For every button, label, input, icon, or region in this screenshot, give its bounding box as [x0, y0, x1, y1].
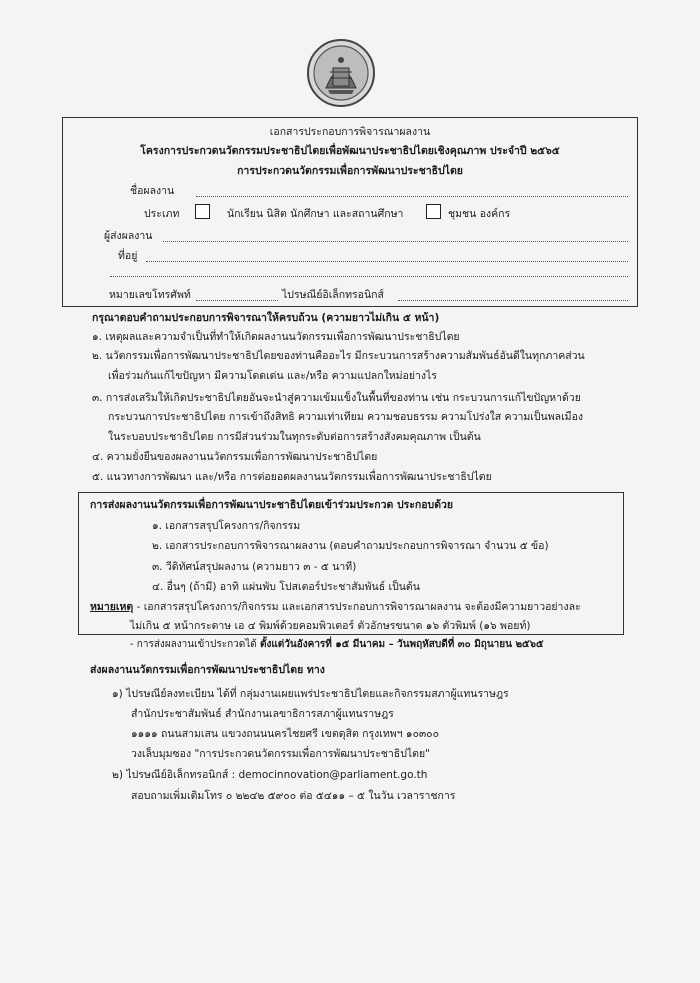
contact-phone-line: สอบถามเพิ่มเติมโทร ๐ ๒๒๔๒ ๕๙๐๐ ต่อ ๕๔๑๑ – ๕ ในวัน เวลาราชการ — [131, 790, 456, 802]
submission-heading: การส่งผลงานนวัตกรรมเพื่อการพัฒนาประชาธิปไตยเข้าร่วมประกวด ประกอบด้วย — [90, 499, 454, 511]
type-community-checkbox[interactable] — [426, 204, 441, 219]
question-2: ๒. นวัตกรรมเพื่อการพัฒนาประชาธิปไตยของท่านคืออะไร มีกระบวนการสร้างความสัมพันธ์อันดีในทุกภาคส่วน — [92, 350, 585, 362]
phone-label: หมายเลขโทรศัพท์ — [109, 289, 191, 301]
type-label: ประเภท — [144, 208, 180, 220]
note-line-1 — [90, 601, 581, 614]
send-email-line: ๒) ไปรษณีย์อิเล็กทรอนิกส์ : democinnovation@parliament.go.th — [112, 769, 428, 781]
questions-heading: กรุณาตอบคำถามประกอบการพิจารณาให้ครบถ้วน (ความยาวไม่เกิน ๕ หน้า) — [92, 312, 440, 324]
type-student-checkbox[interactable] — [195, 204, 210, 219]
type-community-label: ชุมชน องค์กร — [448, 208, 511, 220]
submission-item-4: ๔. อื่นๆ (ถ้ามี) อาทิ แผ่นพับ โปสเตอร์ประชาสัมพันธ์ เป็นต้น — [152, 581, 420, 593]
send-heading: ส่งผลงานนวัตกรรมเพื่อการพัฒนาประชาธิปไตย ทาง — [90, 664, 325, 676]
send-post-envelope: วงเล็บมุมซอง "การประกวดนวัตกรรมเพื่อการพัฒนาประชาธิปไตย" — [131, 748, 430, 760]
question-2-cont: เพื่อร่วมกันแก้ไขปัญหา มีความโดดเด่น และ/หรือ ความแปลกใหม่อย่างไร — [108, 370, 437, 382]
sender-label: ผู้ส่งผลงาน — [104, 230, 153, 242]
note-label: หมายเหตุ — [90, 601, 134, 613]
address-label: ที่อยู่ — [118, 250, 138, 262]
question-4: ๔. ความยั่งยืนของผลงานนวัตกรรมเพื่อการพัฒนาประชาธิปไตย — [92, 451, 378, 463]
note-text: - เอกสารสรุปโครงการ/กิจกรรม และเอกสารประกอบการพิจารณาผลงาน จะต้องมีความยาวอย่างละ — [133, 601, 581, 613]
question-3-cont: กระบวนการประชาธิปไตย การเข้าถึงสิทธิ ความเท่าเทียม ความชอบธรรม ความโปร่งใส ความเป็นพลเมือง — [108, 411, 584, 423]
email-label: ไปรษณีย์อิเล็กทรอนิกส์ — [282, 289, 384, 301]
send-post-office: สำนักประชาสัมพันธ์ สำนักงานเลขาธิการสภาผู้แทนราษฎร — [131, 708, 394, 720]
deadline-line — [130, 638, 544, 651]
submission-item-2: ๒. เอกสารประกอบการพิจารณาผลงาน (ตอบคำถามประกอบการพิจารณา จำนวน ๕ ข้อ) — [152, 540, 549, 552]
address-field-line2[interactable] — [110, 276, 628, 277]
email-field[interactable] — [398, 300, 628, 301]
contest-title: การประกวดนวัตกรรมเพื่อการพัฒนาประชาธิปไตย — [237, 165, 463, 177]
deadline-dates: ตั้งแต่วันอังคารที่ ๑๕ มีนาคม – วันพฤหัสบดีที่ ๓๐ มิถุนายน ๒๕๖๕ — [259, 639, 544, 650]
type-student-label: นักเรียน นิสิต นักศึกษา และสถานศึกษา — [227, 208, 404, 220]
question-3-cont2: ในระบอบประชาธิปไตย การมีส่วนร่วมในทุกระดับต่อการสร้างสังคมคุณภาพ เป็นต้น — [108, 431, 481, 443]
question-5: ๕. แนวทางการพัฒนา และ/หรือ การต่อยอดผลงานนวัตกรรมเพื่อการพัฒนาประชาธิปไตย — [92, 471, 492, 483]
send-post-line: ๑) ไปรษณีย์ลงทะเบียน ได้ที่ กลุ่มงานเผยแพร่ประชาธิปไตยและกิจกรรมสภาผู้แทนราษฎร — [112, 688, 509, 700]
question-1: ๑. เหตุผลและความจำเป็นที่ทำให้เกิดผลงานนวัตกรรมเพื่อการพัฒนาประชาธิปไตย — [92, 331, 460, 343]
submission-item-1: ๑. เอกสารสรุปโครงการ/กิจกรรม — [152, 520, 301, 532]
work-name-label: ชื่อผลงาน — [130, 185, 175, 197]
submission-item-3: ๓. วีดิทัศน์สรุปผลงาน (ความยาว ๓ - ๕ นาที) — [152, 561, 357, 573]
note-line-2: ไม่เกิน ๕ หน้ากระดาษ เอ ๔ พิมพ์ด้วยคอมพิวเตอร์ ตัวอักษรขนาด ๑๖ ตัวพิมพ์ (๑๖ พอยท์) — [130, 620, 531, 632]
project-title: โครงการประกวดนวัตกรรมประชาธิปไตยเพื่อพัฒนาประชาธิปไตยเชิงคุณภาพ ประจำปี ๒๕๖๕ — [140, 145, 560, 157]
doc-title: เอกสารประกอบการพิจารณาผลงาน — [269, 126, 431, 138]
phone-field[interactable] — [196, 300, 278, 301]
parliament-emblem-icon — [306, 38, 376, 108]
work-name-field[interactable] — [196, 196, 628, 197]
question-3: ๓. การส่งเสริมให้เกิดประชาธิปไตยอันจะนำสู่ความเข้มแข็งในพื้นที่ของท่าน เช่น กระบวนการแก้ไขปัญหาด้วย — [92, 392, 581, 404]
address-field[interactable] — [146, 261, 628, 262]
sender-field[interactable] — [163, 241, 628, 242]
send-post-address: ๑๑๑๑ ถนนสามเสน แขวงถนนนครไชยศรี เขตดุสิต กรุงเทพฯ ๑๐๓๐๐ — [131, 728, 440, 740]
deadline-prefix: - การส่งผลงานเข้าประกวดได้ — [130, 639, 260, 650]
